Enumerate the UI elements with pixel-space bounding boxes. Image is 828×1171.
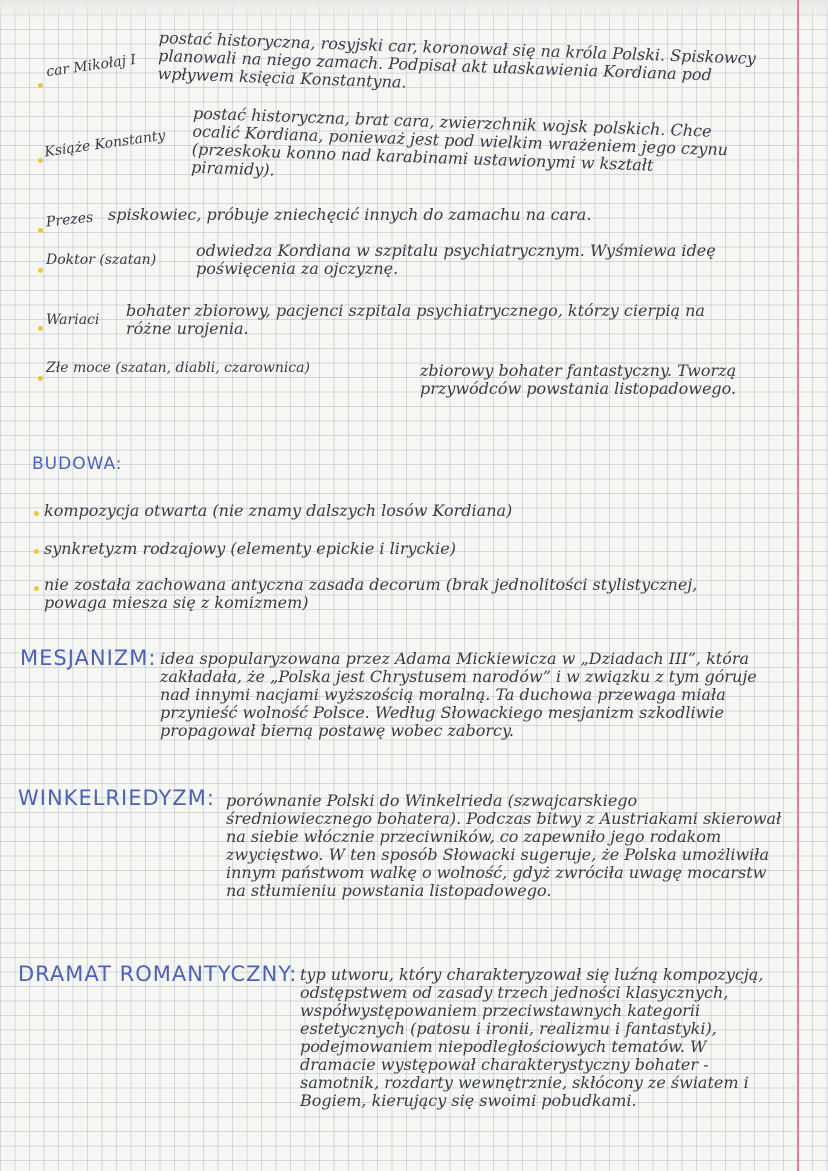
budowa-item: nie została zachowana antyczna zasada decorum (brak jednolitości stylistycznej, powaga miesza się z komizmem): [44, 575, 698, 612]
bullet-icon: [34, 549, 39, 554]
bullet-icon: [34, 586, 39, 591]
section-heading-dramat: DRAMAT ROMANTYCZNY:: [18, 962, 298, 986]
bullet-icon: [38, 158, 43, 163]
character-name: Wariaci: [46, 312, 100, 328]
bullet-icon: [38, 228, 43, 233]
page-edge-shadow: [0, 0, 828, 22]
character-name: Książe Konstanty: [43, 127, 167, 161]
bullet-icon: [38, 83, 43, 88]
character-name: Doktor (szatan): [46, 252, 157, 268]
character-description: odwiedza Kordiana w szpitalu psychiatrycznym. Wyśmiewa ideę poświęcenia za ojczyznę.: [196, 241, 716, 278]
character-description: spiskowiec, próbuje zniechęcić innych do zamachu na cara.: [108, 205, 592, 224]
section-heading-budowa: BUDOWA:: [32, 454, 123, 474]
character-name: Prezes: [45, 209, 94, 231]
bullet-icon: [38, 268, 43, 273]
character-description: zbiorowy bohater fantastyczny. Tworzą przywódców powstania listopadowego.: [420, 361, 737, 398]
character-description: postać historyczna, brat cara, zwierzchnik wojsk polskich. Chce ocalić Kordiana, ponieważ jest pod wielkim wrażeniem jego czynu (przeskoku konno nad karabinami ustawionymi w kształt piramidy).: [190, 103, 729, 180]
dramat-definition: typ utworu, który charakteryzował się luźną kompozycją, odstępstwem od zasady trzech jedności klasycznych, współwystępowaniem przeciwstawnych kategorii estetycznych (patosu i ironii, realizmu i fantastyki), podejmowaniem niepodległościowych tematów. W dramacie występował charakterystyczny bohater - samotnik, rozdarty wewnętrznie, skłócony ze światem i Bogiem, kierujący się swoimi pobudkami.: [300, 965, 764, 1110]
bullet-icon: [38, 326, 43, 331]
mesjanizm-definition: idea spopularyzowana przez Adama Mickiewicza w „Dziadach III”, która zakładała, że „Polska jest Chrystusem narodów” i w związku z tym góruje nad innymi nacjami wyższością moralną. Ta duchowa przewaga miała przynieść wolność Polsce. Według Słowackiego mesjanizm szkodliwie propagował bierną postawę wobec zaborcy.: [160, 649, 757, 740]
character-name: car Mikołaj I: [45, 51, 137, 81]
character-name: Złe moce (szatan, diabli, czarownica): [46, 360, 310, 376]
budowa-item: synkretyzm rodzajowy (elementy epickie i liryckie): [44, 539, 456, 558]
winkelriedyzm-definition: porównanie Polski do Winkelrieda (szwajcarskiego średniowiecznego bohatera). Podczas bitwy z Austriakami skierował na siebie włócznie przeciwników, co zapewniło jego rodakom zwycięstwo. W ten sposób Słowacki sugeruje, że Polska umożliwiła innym państwom walkę o wolność, gdyż zwróciła uwagę mocarstw na stłumieniu powstania listopadowego.: [226, 791, 782, 900]
bullet-icon: [38, 376, 43, 381]
budowa-item: kompozycja otwarta (nie znamy dalszych losów Kordiana): [44, 501, 513, 520]
section-heading-winkelriedyzm: WINKELRIEDYZM:: [18, 786, 215, 810]
section-heading-mesjanizm: MESJANIZM:: [20, 646, 157, 670]
character-description: postać historyczna, rosyjski car, koronował się na króla Polski. Spiskowcy planowali na niego zamach. Podpisał akt ułaskawienia Kordiana pod wpływem księcia Konstantyna.: [157, 28, 757, 92]
bullet-icon: [34, 511, 39, 516]
margin-line: [797, 0, 799, 1171]
character-description: bohater zbiorowy, pacjenci szpitala psychiatrycznego, którzy cierpią na różne urojenia.: [126, 301, 705, 338]
